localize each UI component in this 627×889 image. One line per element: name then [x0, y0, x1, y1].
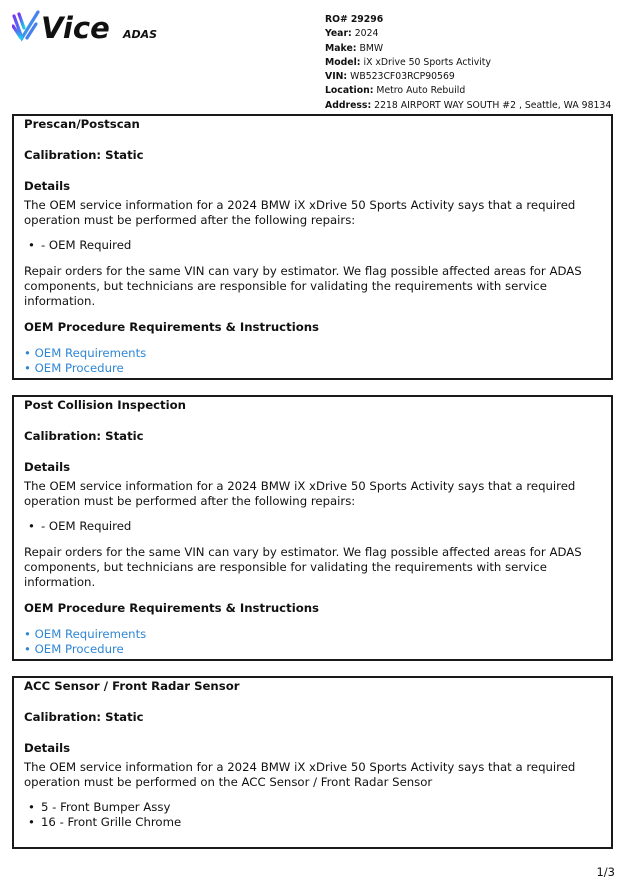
vin-line: VIN: WB523CF03RCP90569 [325, 71, 455, 83]
details-description: The OEM service information for a 2024 BMW iX xDrive 50 Sports Activity says that a required operation must be performed after the following repairs: [24, 198, 576, 227]
calibration-type: Calibration: Static [24, 429, 144, 443]
card-title: Post Collision Inspection [24, 398, 187, 412]
card-title: Prescan/Postscan [24, 117, 140, 131]
oem-procedure-heading: OEM Procedure Requirements & Instructions [24, 320, 320, 334]
list-item: • - OEM Required [24, 519, 601, 534]
oem-procedure-link[interactable]: • OEM Procedure [24, 361, 124, 375]
logo-graphic [12, 10, 162, 44]
list-item: • 5 - Front Bumper Assy [24, 800, 601, 815]
model-value: iX xDrive 50 Sports Activity [363, 56, 491, 68]
prescan-postscan-card [12, 114, 613, 380]
page-number: 1/3 [596, 865, 615, 879]
oem-requirements-link[interactable]: • OEM Requirements [24, 627, 147, 641]
year-value: 2024 [354, 28, 379, 40]
address-line: Address: 2218 AIRPORT WAY SOUTH #2 , Seattle, WA 98134 [325, 99, 612, 111]
disclaimer-text: Repair orders for the same VIN can vary by estimator. We flag possible affected areas for ADAS components, but technicians are responsible for validating the requirements with service information. [24, 264, 582, 308]
details-heading: Details [24, 741, 71, 755]
ro-number-line: RO# 29296 [325, 14, 384, 25]
oem-procedure-link[interactable]: • OEM Procedure [24, 642, 124, 656]
ro-number: 29296 [350, 14, 384, 25]
location-value: Metro Auto Rebuild [376, 85, 466, 97]
oem-requirements-link[interactable]: • OEM Requirements [24, 346, 147, 360]
vin-value: WB523CF03RCP90569 [350, 71, 455, 83]
details-heading: Details [24, 460, 71, 474]
list-item: • 16 - Front Grille Chrome [24, 815, 601, 830]
list-item: • - OEM Required [24, 238, 601, 253]
oem-links [24, 346, 601, 376]
disclaimer-text: Repair orders for the same VIN can vary by estimator. We flag possible affected areas for ADAS components, but technicians are responsible for validating the requirements with service information. [24, 545, 582, 589]
details-heading: Details [24, 179, 71, 193]
details-description: The OEM service information for a 2024 BMW iX xDrive 50 Sports Activity says that a required operation must be performed on the ACC Sensor / Front Radar Sensor [24, 760, 576, 789]
make-line: Make: BMW [325, 42, 384, 54]
vice-mark-icon [13, 12, 38, 38]
details-description: The OEM service information for a 2024 BMW iX xDrive 50 Sports Activity says that a required operation must be performed after the following repairs: [24, 479, 576, 508]
repair-requirements-list [24, 238, 601, 253]
repair-requirements-list [24, 800, 601, 830]
brand-sub: ADAS [123, 28, 158, 41]
oem-procedure-heading: OEM Procedure Requirements & Instructions [24, 601, 320, 615]
location-line: Location: Metro Auto Rebuild [325, 85, 466, 97]
acc-front-radar-sensor-card [12, 676, 613, 849]
calibration-type: Calibration: Static [24, 710, 144, 724]
vice-adas-logo [12, 10, 162, 44]
calibration-type: Calibration: Static [24, 148, 144, 162]
model-line: Model: iX xDrive 50 Sports Activity [325, 56, 491, 68]
card-title: ACC Sensor / Front Radar Sensor [24, 679, 240, 693]
brand-name: Vice [41, 11, 110, 44]
make-value: BMW [359, 42, 384, 54]
post-collision-inspection-card [12, 395, 613, 661]
repair-order-info [325, 13, 611, 113]
address-value: 2218 AIRPORT WAY SOUTH #2 , Seattle, WA 98134 [374, 99, 612, 111]
oem-links [24, 627, 601, 657]
repair-requirements-list [24, 519, 601, 534]
year-line: Year: 2024 [325, 28, 379, 40]
